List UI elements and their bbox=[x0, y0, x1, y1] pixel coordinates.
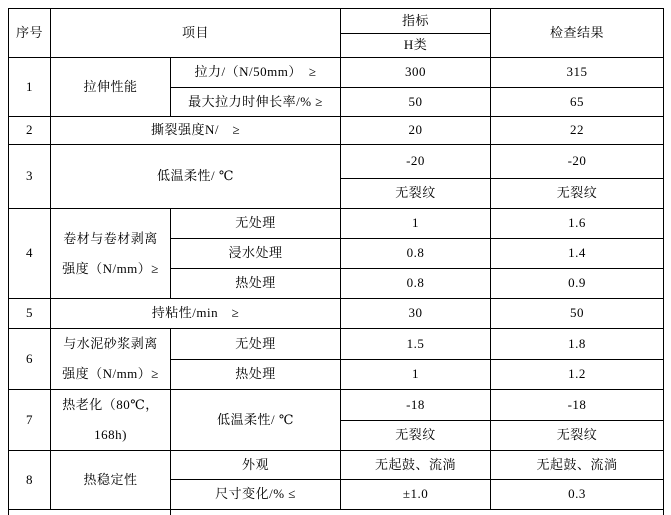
r5-item: 持粘性/min ≥ bbox=[51, 299, 341, 329]
table-row bbox=[9, 390, 664, 421]
header-index: 指标 bbox=[341, 9, 491, 34]
partial-next-row bbox=[9, 510, 664, 515]
header-index-class: H类 bbox=[341, 34, 491, 58]
r8b-test: 尺寸变化/% ≤ bbox=[171, 480, 341, 510]
r4b-result: 1.4 bbox=[491, 239, 664, 269]
r1b-index: 50 bbox=[341, 88, 491, 117]
r8a-index: 无起鼓、流淌 bbox=[341, 451, 491, 480]
header-item: 项目 bbox=[51, 9, 341, 58]
partial-cell-left bbox=[9, 510, 171, 515]
r4b-test: 浸水处理 bbox=[171, 239, 341, 269]
r8b-index: ±1.0 bbox=[341, 480, 491, 510]
r7a-index: -18 bbox=[341, 390, 491, 421]
r1a-index: 300 bbox=[341, 58, 491, 88]
partial-cell-right bbox=[171, 510, 664, 515]
r2-item: 撕裂强度N/ ≥ bbox=[51, 117, 341, 145]
r8a-test: 外观 bbox=[171, 451, 341, 480]
table-row bbox=[9, 58, 664, 88]
r5-index: 30 bbox=[341, 299, 491, 329]
r4-no: 4 bbox=[9, 209, 51, 299]
r4c-index: 0.8 bbox=[341, 269, 491, 299]
r8a-result: 无起鼓、流淌 bbox=[491, 451, 664, 480]
r1-no: 1 bbox=[9, 58, 51, 117]
r4b-index: 0.8 bbox=[341, 239, 491, 269]
r7-item-line2: 168h) bbox=[94, 427, 127, 442]
r7-no: 7 bbox=[9, 390, 51, 451]
r6-no: 6 bbox=[9, 329, 51, 390]
r4a-index: 1 bbox=[341, 209, 491, 239]
r2-index: 20 bbox=[341, 117, 491, 145]
table-row bbox=[9, 117, 664, 145]
r1b-result: 65 bbox=[491, 88, 664, 117]
table-row bbox=[9, 145, 664, 179]
r6b-index: 1 bbox=[341, 359, 491, 390]
r2-result: 22 bbox=[491, 117, 664, 145]
r1-item: 拉伸性能 bbox=[51, 58, 171, 117]
r7b-result: 无裂纹 bbox=[491, 421, 664, 451]
r7-test: 低温柔性/ ℃ bbox=[171, 390, 341, 451]
inspection-results-table bbox=[8, 8, 664, 515]
r7a-result: -18 bbox=[491, 390, 664, 421]
header-no: 序号 bbox=[9, 9, 51, 58]
table-row bbox=[9, 329, 664, 360]
r2-no: 2 bbox=[9, 117, 51, 145]
r8-item: 热稳定性 bbox=[51, 451, 171, 510]
r4a-result: 1.6 bbox=[491, 209, 664, 239]
r6a-index: 1.5 bbox=[341, 329, 491, 360]
r3a-index: -20 bbox=[341, 145, 491, 179]
r6a-test: 无处理 bbox=[171, 329, 341, 360]
r4-item bbox=[51, 209, 171, 299]
r1b-test: 最大拉力时伸长率/% ≥ bbox=[171, 88, 341, 117]
r4c-result: 0.9 bbox=[491, 269, 664, 299]
table-row bbox=[9, 209, 664, 239]
r7-item-line1: 热老化（80℃， bbox=[62, 397, 159, 412]
r6-item-line1: 与水泥砂浆剥离 bbox=[63, 336, 158, 351]
r3b-index: 无裂纹 bbox=[341, 179, 491, 209]
r5-result: 50 bbox=[491, 299, 664, 329]
r8b-result: 0.3 bbox=[491, 480, 664, 510]
table-row bbox=[9, 451, 664, 480]
r7b-index: 无裂纹 bbox=[341, 421, 491, 451]
r6-item bbox=[51, 329, 171, 390]
header-result: 检查结果 bbox=[491, 9, 664, 58]
r1a-result: 315 bbox=[491, 58, 664, 88]
r3b-result: 无裂纹 bbox=[491, 179, 664, 209]
r5-no: 5 bbox=[9, 299, 51, 329]
r3-item: 低温柔性/ ℃ bbox=[51, 145, 341, 209]
r6a-result: 1.8 bbox=[491, 329, 664, 360]
r1a-test: 拉力/（N/50mm） ≥ bbox=[171, 58, 341, 88]
r6b-result: 1.2 bbox=[491, 359, 664, 390]
r4c-test: 热处理 bbox=[171, 269, 341, 299]
r4-item-line2: 强度（N/mm）≥ bbox=[62, 260, 159, 276]
r4a-test: 无处理 bbox=[171, 209, 341, 239]
r3a-result: -20 bbox=[491, 145, 664, 179]
r6b-test: 热处理 bbox=[171, 359, 341, 390]
r4-item-line1: 卷材与卷材剥离 bbox=[63, 230, 158, 246]
r6-item-line2: 强度（N/mm）≥ bbox=[62, 366, 159, 381]
r7-item bbox=[51, 390, 171, 451]
header-row-1 bbox=[9, 9, 664, 34]
r8-no: 8 bbox=[9, 451, 51, 510]
r3-no: 3 bbox=[9, 145, 51, 209]
table-row bbox=[9, 299, 664, 329]
